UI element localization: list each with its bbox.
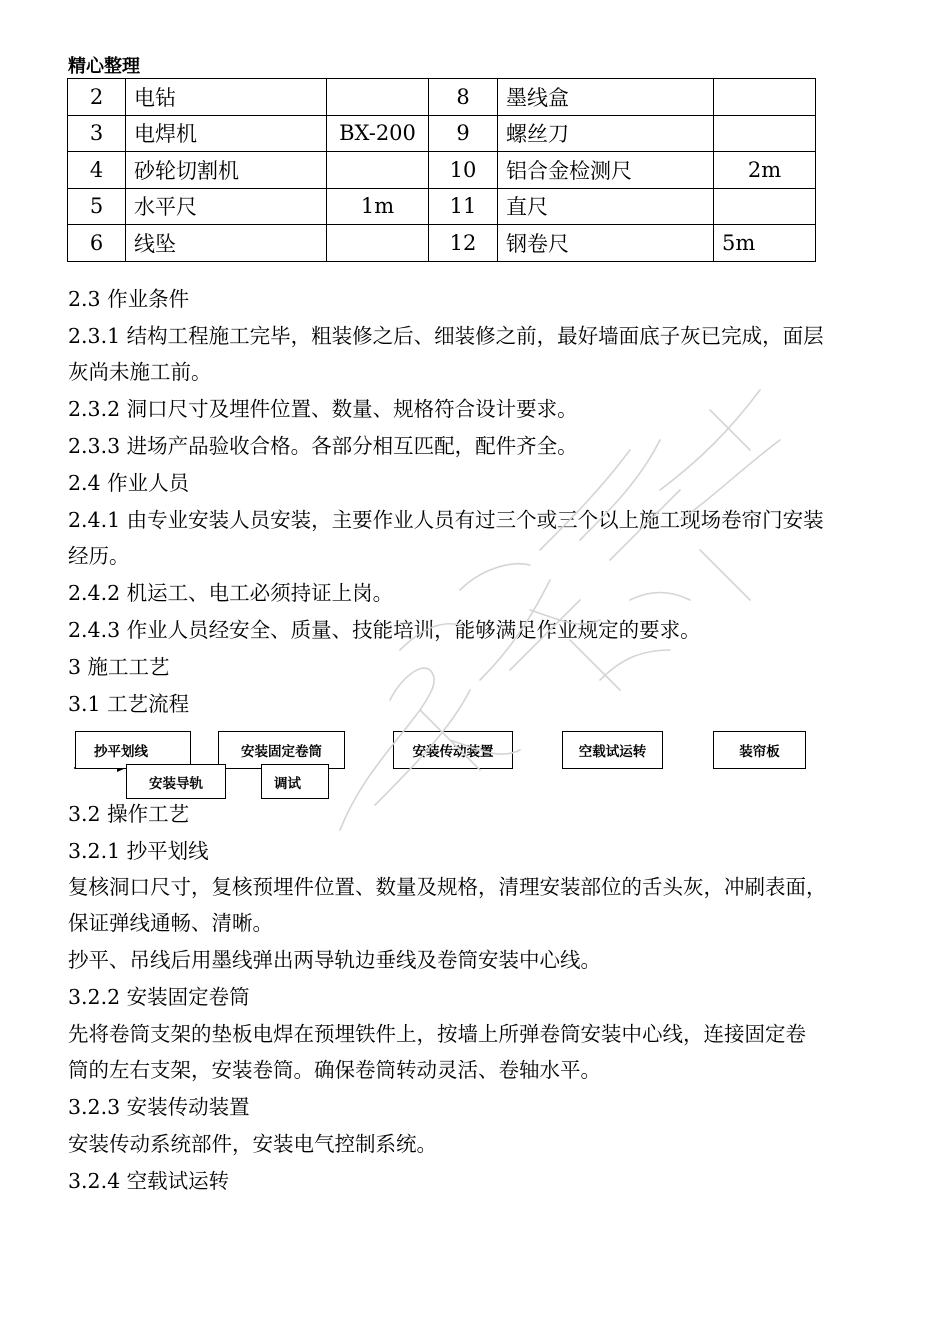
section-2-3-3: 2.3.3 进场产品验收合格。各部分相互匹配，配件齐全。 <box>68 434 578 458</box>
section-2-3-2: 2.3.2 洞口尺寸及埋件位置、数量、规格符合设计要求。 <box>68 397 578 421</box>
section-2-4-2: 2.4.2 机运工、电工必须持证上岗。 <box>68 581 394 605</box>
section-2-3-1-line2: 灰尚未施工前。 <box>68 360 212 384</box>
table-cell: 4 <box>68 152 126 189</box>
section-2-3-1-line1: 2.3.1 结构工程施工完毕，粗装修之后、细装修之前，最好墙面底子灰已完成，面层 <box>68 324 824 348</box>
table-cell: 墨线盒 <box>498 79 714 116</box>
table-cell: 水平尺 <box>126 188 327 225</box>
section-3-2-2-heading: 3.2.2 安装固定卷筒 <box>68 985 250 1009</box>
table-cell: 2m <box>714 152 816 189</box>
section-2-3-heading: 2.3 作业条件 <box>68 287 190 311</box>
flow-step-marking: 抄平划线 <box>75 731 191 769</box>
table-cell: 铝合金检测尺 <box>498 152 714 189</box>
flow-step-curtain-panel: 装帘板 <box>713 731 806 769</box>
table-cell: 电钻 <box>126 79 327 116</box>
table-cell: 1m <box>327 188 429 225</box>
table-cell: 3 <box>68 115 126 152</box>
table-cell: 直尺 <box>498 188 714 225</box>
table-cell: 螺丝刀 <box>498 115 714 152</box>
table-cell: 11 <box>429 188 498 225</box>
section-2-4-1-line1: 2.4.1 由专业安装人员安装，主要作业人员有过三个或三个以上施工现场卷帘门安装 <box>68 508 824 532</box>
section-3-2-3-line1: 安装传动系统部件，安装电气控制系统。 <box>68 1132 437 1156</box>
table-cell: 12 <box>429 225 498 262</box>
flow-step-idle-test: 空载试运转 <box>562 731 663 769</box>
section-2-4-1-line2: 经历。 <box>68 544 130 568</box>
table-cell: 电焊机 <box>126 115 327 152</box>
flow-step-install-drum: 安装固定卷筒 <box>218 731 345 769</box>
table-cell: 2 <box>68 79 126 116</box>
section-3-2-1-line1: 复核洞口尺寸，复核预埋件位置、数量及规格，清理安装部位的舌头灰，冲刷表面， <box>68 875 827 899</box>
section-3-heading: 3 施工工艺 <box>68 655 170 679</box>
table-cell: 砂轮切割机 <box>126 152 327 189</box>
table-cell: 钢卷尺 <box>498 225 714 262</box>
section-3-2-3-heading: 3.2.3 安装传动装置 <box>68 1095 250 1119</box>
section-3-2-1-line2: 保证弹线通畅、清晰。 <box>68 911 273 935</box>
table-cell: 5 <box>68 188 126 225</box>
section-3-2-4-heading: 3.2.4 空载试运转 <box>68 1169 230 1193</box>
section-3-1-heading: 3.1 工艺流程 <box>68 692 190 716</box>
section-3-2-1-heading: 3.2.1 抄平划线 <box>68 839 209 863</box>
table-cell: BX-200 <box>327 115 429 152</box>
section-3-2-1-line3: 抄平、吊线后用墨线弹出两导轨边垂线及卷筒安装中心线。 <box>68 948 601 972</box>
flow-step-install-rail: 安装导轨 <box>126 764 226 799</box>
table-cell: 10 <box>429 152 498 189</box>
table-cell: 5m <box>714 225 816 262</box>
section-2-4-heading: 2.4 作业人员 <box>68 471 190 495</box>
table-cell: 8 <box>429 79 498 116</box>
section-3-2-2-line2: 筒的左右支架，安装卷筒。确保卷筒转动灵活、卷轴水平。 <box>68 1058 601 1082</box>
flow-step-debug: 调试 <box>261 764 329 799</box>
flow-step-install-drive: 安装传动装置 <box>393 731 513 769</box>
header-note: 精心整理 <box>68 56 140 77</box>
section-3-2-heading: 3.2 操作工艺 <box>68 802 190 826</box>
table-cell: 6 <box>68 225 126 262</box>
table-cell: 9 <box>429 115 498 152</box>
section-2-4-3: 2.4.3 作业人员经安全、质量、技能培训，能够满足作业规定的要求。 <box>68 618 701 642</box>
section-3-2-2-line1: 先将卷筒支架的垫板电焊在预埋铁件上，按墙上所弹卷筒安装中心线，连接固定卷 <box>68 1022 806 1046</box>
table-cell: 线坠 <box>126 225 327 262</box>
